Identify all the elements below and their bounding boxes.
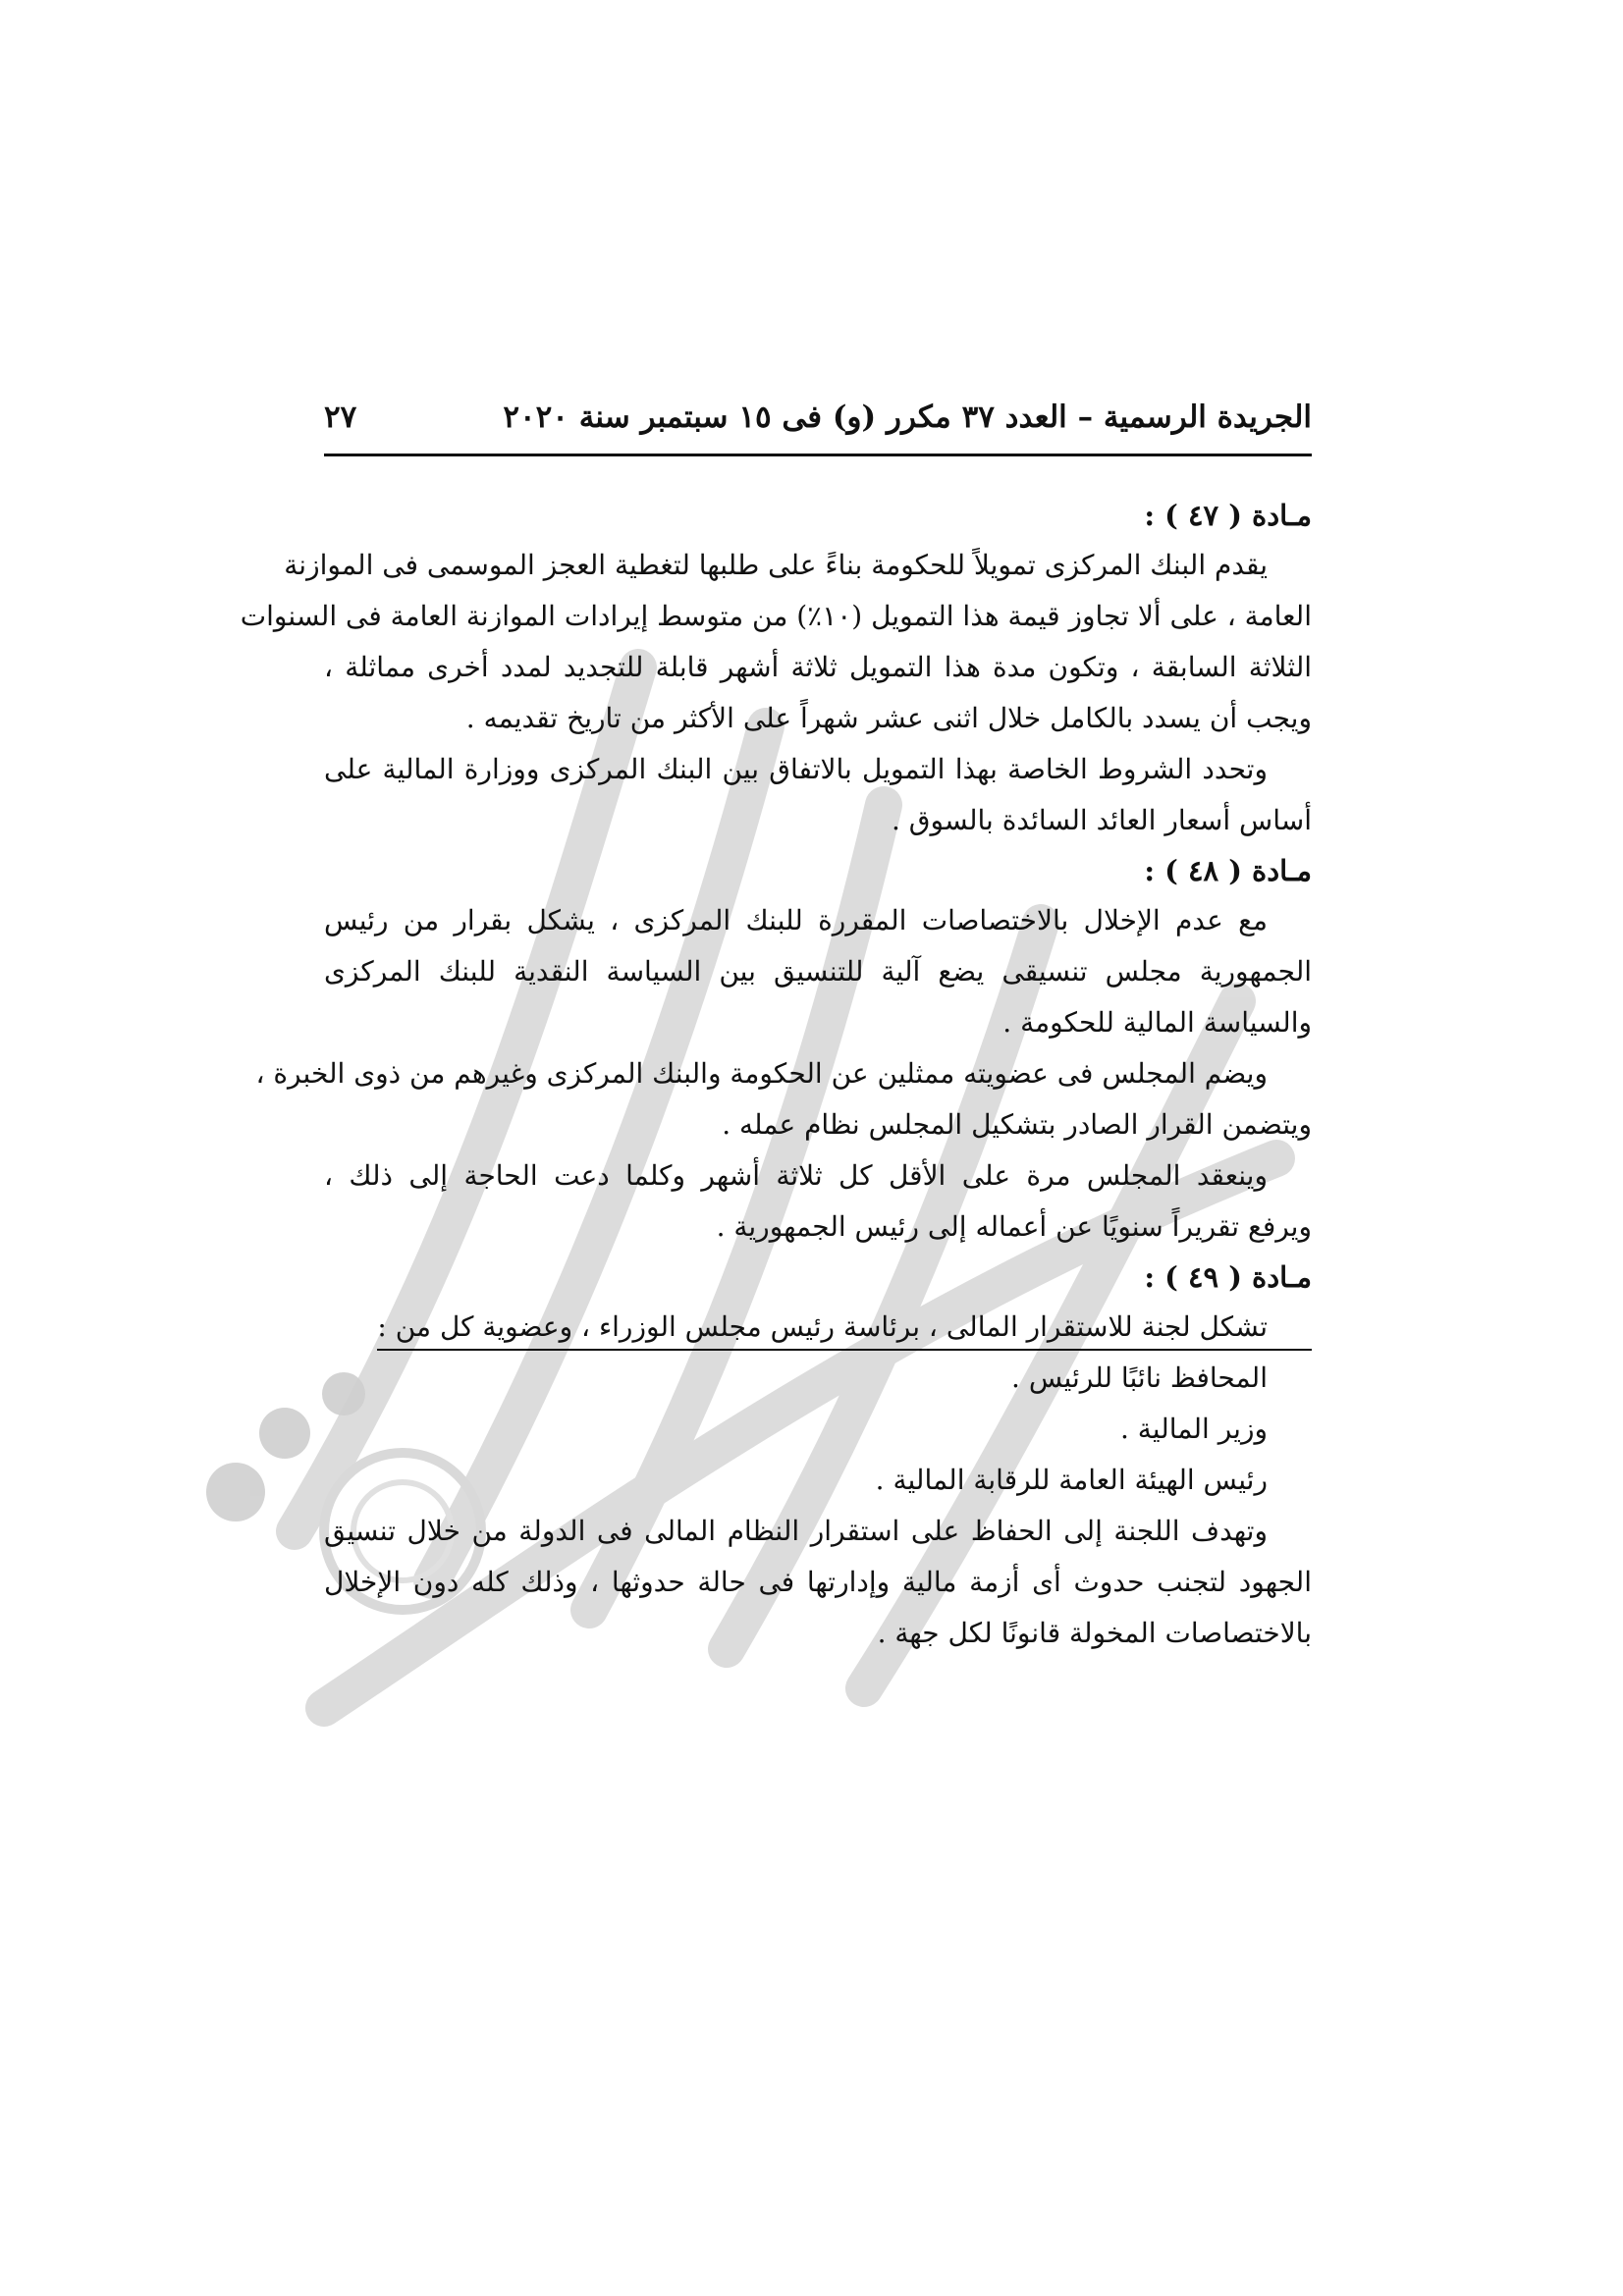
paragraph-line: يقدم البنك المركزى تمويلاً للحكومة بناءً على طلبها لتغطية العجز الموسمى فى الموازنة: [284, 549, 1268, 581]
document-body: [240, 491, 1312, 1659]
paragraph-line: الجمهورية مجلس تنسيقى يضع آلية للتنسيق بين السياسة النقدية للبنك المركزى: [324, 955, 1312, 988]
article-title: مـادة ( ٤٧ ) :: [1144, 499, 1312, 532]
article-49: [324, 1253, 1312, 1659]
paragraph-line: ويتضمن القرار الصادر بتشكيل المجلس نظام عمله .: [722, 1108, 1312, 1141]
paragraph-line: بالاختصاصات المخولة قانونًا لكل جهة .: [877, 1617, 1312, 1649]
article-title: مـادة ( ٤٩ ) :: [1144, 1260, 1312, 1294]
paragraph-line: العامة ، على ألا تجاوز قيمة هذا التمويل (١٠٪) من متوسط إيرادات الموازنة العامة فى السنوات: [240, 600, 1312, 632]
paragraph-line: وتحدد الشروط الخاصة بهذا التمويل بالاتفاق بين البنك المركزى ووزارة المالية على: [324, 753, 1268, 785]
paragraph-line: الثلاثة السابقة ، وتكون مدة هذا التمويل ثلاثة أشهر قابلة للتجديد لمدد أخرى مماثلة ،: [324, 651, 1312, 683]
paragraph-line: وينعقد المجلس مرة على الأقل كل ثلاثة أشهر وكلما دعت الحاجة إلى ذلك ،: [324, 1159, 1268, 1192]
list-item: المحافظ نائبًا للرئيس .: [1011, 1362, 1268, 1394]
paragraph-line: ويجب أن يسدد بالكامل خلال اثنى عشر شهراً على الأكثر من تاريخ تقديمه .: [465, 702, 1312, 734]
article-48: [255, 846, 1312, 1253]
list-item: رئيس الهيئة العامة للرقابة المالية .: [875, 1464, 1268, 1496]
list-item: وزير المالية .: [1119, 1413, 1268, 1445]
paragraph-line: مع عدم الإخلال بالاختصاصات المقررة للبنك المركزى ، يشكل بقرار من رئيس: [324, 904, 1268, 936]
page-header: [324, 388, 1312, 447]
article-title: مـادة ( ٤٨ ) :: [1144, 854, 1312, 887]
paragraph-line: الجهود لتجنب حدوث أى أزمة مالية وإدارتها فى حالة حدوثها ، وذلك كله دون الإخلال: [324, 1566, 1312, 1598]
paragraph-line: أساس أسعار العائد السائدة بالسوق .: [892, 804, 1312, 836]
underlined-line-wrapper: [324, 1302, 1312, 1353]
page-number: ٢٧: [324, 400, 357, 435]
header-divider: [324, 454, 1312, 456]
paragraph-line: تشكل لجنة للاستقرار المالى ، برئاسة رئيس مجلس الوزراء ، وعضوية كل من :: [377, 1302, 1312, 1351]
article-47: [240, 491, 1312, 846]
paragraph-line: وتهدف اللجنة إلى الحفاظ على استقرار النظام المالى فى الدولة من خلال تنسيق: [324, 1515, 1268, 1547]
paragraph-line: ويضم المجلس فى عضويته ممثلين عن الحكومة والبنك المركزى وغيرهم من ذوى الخبرة ،: [255, 1057, 1268, 1090]
header-title: الجريدة الرسمية – العدد ٣٧ مكرر (و) فى ١٥ سبتمبر سنة ٢٠٢٠: [503, 400, 1312, 435]
paragraph-line: والسياسة المالية للحكومة .: [1002, 1006, 1312, 1039]
paragraph-line: ويرفع تقريراً سنويًا عن أعماله إلى رئيس الجمهورية .: [716, 1210, 1312, 1243]
